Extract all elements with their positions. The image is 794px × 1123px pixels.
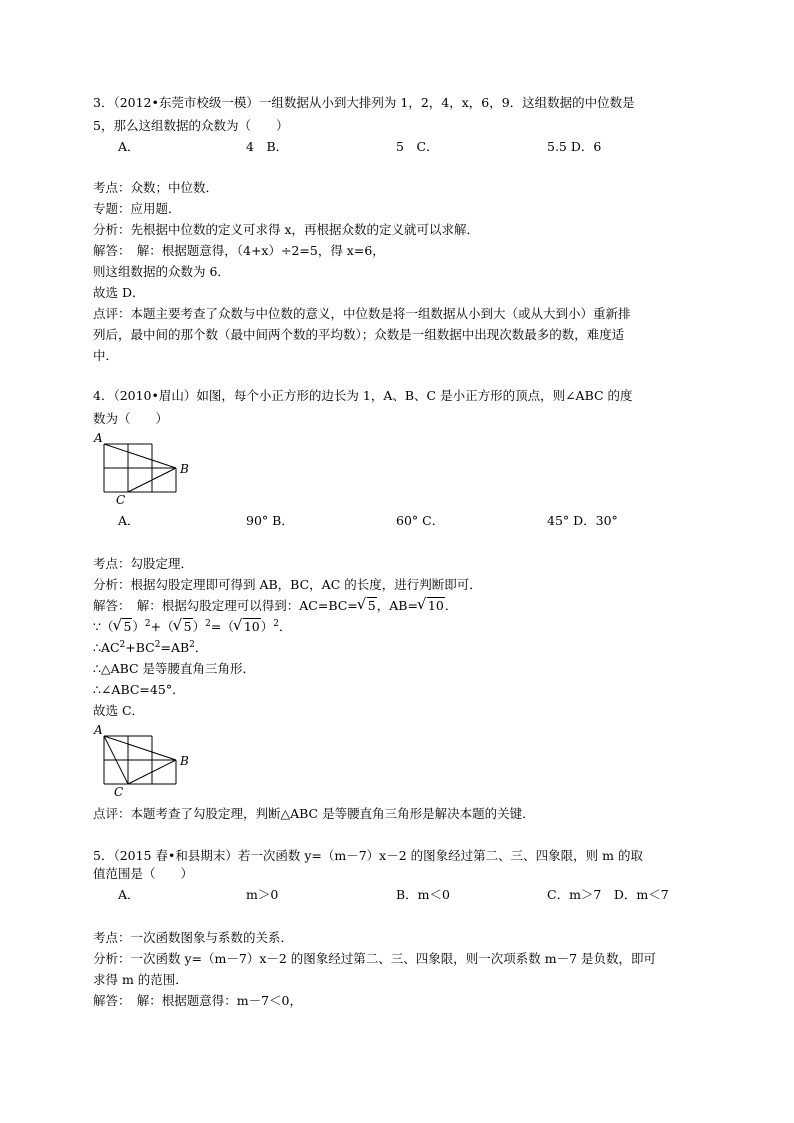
q4-jieda: 解答： 解：根据勾股定理可以得到：AC=BC=√ 5，AB=√ 10． [93, 598, 457, 614]
q4-option-b: 90° B． [246, 513, 294, 528]
q3-kaodian: 考点：众数；中位数． [93, 180, 219, 195]
q4-answer: 故选 C． [93, 703, 145, 718]
q4-stem-line2: 数为（ ） [93, 411, 169, 426]
q5-fenxi-2: 求得 m 的范围． [93, 972, 188, 987]
q4-solution-label-a: A [94, 723, 103, 737]
q3-answer: 故选 D． [93, 285, 145, 300]
q4-label-c: C [116, 493, 126, 507]
q3-dianping-3: 中． [93, 348, 119, 363]
q3-option-a: A． [118, 139, 140, 154]
q3-option-d: 5.5 D．6 [547, 139, 602, 154]
q4-option-d: 45° D．30° [547, 513, 618, 528]
q5-option-a-value: m＞0 [246, 887, 279, 902]
q4-label-b: B [180, 462, 189, 476]
q5-option-a: A． [118, 887, 140, 902]
q3-dianping-2: 列后，最中间的那个数（最中间两个数的平均数）；众数是一组数据中出现次数最多的数，难度适 [93, 327, 625, 342]
q4-solution-label-c: C [114, 785, 124, 799]
q4-therefore-1: $\therefore AC^2+BC^2=AB^2$． [93, 640, 208, 655]
q4-because: ∵（√ 5）$^2$+（√ 5）$^2$=（√ 10）$^2$． [93, 619, 292, 635]
q5-stem-line2: 值范围是（ ） [93, 866, 194, 881]
q4-fenxi: 分析：根据勾股定理即可得到 AB，BC，AC 的长度，进行判断即可． [93, 577, 482, 592]
q4-therefore-3: ∴∠ABC=45°． [93, 682, 185, 697]
q3-stem-line2: 5，那么这组数据的众数为（ ） [93, 118, 289, 133]
q4-option-a: A． [118, 513, 140, 528]
q3-option-b: 4 B． [246, 139, 289, 154]
q5-kaodian: 考点：一次函数图象与系数的关系． [93, 930, 294, 945]
q4-solution-label-b: B [180, 754, 189, 768]
q5-stem-line1: 5．（2015 春•和县期末）若一次函数 y=（m－7）x－2 的图象经过第二、三、四象限，则 m 的取 [93, 848, 643, 863]
q3-fenxi: 分析：先根据中位数的定义可求得 x，再根据众数的定义就可以求解． [93, 222, 480, 237]
q4-solution-figure [92, 722, 192, 800]
q4-option-c: 60° C． [396, 513, 445, 528]
q3-dianping-1: 点评：本题主要考查了众数与中位数的意义，中位数是将一组数据从小到大（或从大到小）重新排 [93, 306, 631, 321]
q3-stem-line1: 3．（2012•东莞市校级一模）一组数据从小到大排列为 1，2，4，x，6，9．这组数据的中位数是 [93, 95, 635, 110]
q5-fenxi-1: 分析：一次函数 y=（m－7）x－2 的图象经过第二、三、四象限，则一次项系数 m－7 是负数，即可 [93, 951, 657, 966]
q3-jieda: 解答： 解：根据题意得，（4+x）÷2=5，得 x=6， [93, 243, 385, 258]
q4-kaodian: 考点：勾股定理． [93, 556, 194, 571]
q4-grid-figure [92, 430, 192, 508]
q5-jieda: 解答： 解：根据题意得：m－7＜0， [93, 993, 303, 1008]
q3-jieda-2: 则这组数据的众数为 6． [93, 264, 230, 279]
q3-zhuanti: 专题：应用题． [93, 201, 181, 216]
q5-option-b: B．m＜0 [396, 887, 450, 902]
q5-option-cd: C．m＞7 D．m＜7 [547, 887, 669, 902]
q3-option-c: 5 C． [396, 139, 439, 154]
q4-dianping: 点评：本题考查了勾股定理，判断△ABC 是等腰直角三角形是解决本题的关键． [93, 806, 535, 821]
sqrt-5: √ 5 [359, 598, 377, 614]
sqrt-10: √ 10 [419, 598, 445, 614]
q4-therefore-2: ∴△ABC 是等腰直角三角形． [93, 661, 256, 676]
q4-label-a: A [94, 431, 103, 445]
q4-stem-line1: 4．（2010•眉山）如图，每个小正方形的边长为 1，A、B、C 是小正方形的顶点，则∠ABC 的度 [93, 388, 633, 403]
